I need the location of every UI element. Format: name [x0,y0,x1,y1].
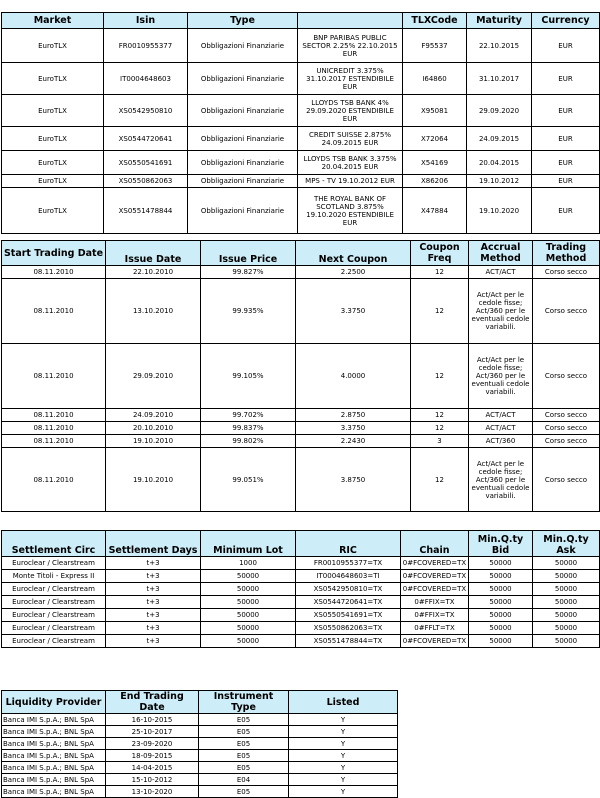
table-cell: 50000 [201,622,296,635]
table-cell: 2.2430 [296,435,411,448]
table-cell: ACT/ACT [469,266,533,279]
table-cell: E05 [199,786,289,798]
table-cell: X54169 [403,151,467,175]
table-cell: 12 [411,279,469,344]
table-cell: EUR [532,29,600,63]
table-cell: EuroTLX [2,127,104,151]
header-cell: Listed [289,691,398,714]
table-cell: 29.09.2010 [106,344,201,409]
header-row [2,241,600,266]
table-row [2,557,600,570]
header-cell: Settlement Circ [2,531,106,557]
table-cell: 24.09.2015 [467,127,532,151]
table-cell: 22.10.2010 [106,266,201,279]
header-cell: Trading Method [533,241,600,266]
table-cell: Banca IMI S.p.A.; BNL SpA [2,738,106,750]
header-cell: Min.Q.ty Bid [469,531,533,557]
table-cell: 99.935% [201,279,296,344]
header-cell: End Trading Date [106,691,199,714]
table-cell: 12 [411,344,469,409]
table-cell: I64860 [403,63,467,95]
table-cell: CREDIT SUISSE 2.875% 24.09.2015 EUR [298,127,403,151]
instruments-table [1,12,600,234]
header-row [2,531,600,557]
table-cell: 08.11.2010 [2,266,106,279]
table-cell: Obbligazioni Finanziarie [188,188,298,234]
table-cell: 50000 [533,557,600,570]
table-cell: Euroclear / Clearstream [2,557,106,570]
table-cell: 19.10.2010 [106,435,201,448]
header-cell [298,13,403,29]
header-cell: Minimum Lot [201,531,296,557]
table-cell: 0#FFIX=TX [401,609,469,622]
table-cell: XS0551478844 [104,188,188,234]
table-cell: Euroclear / Clearstream [2,596,106,609]
table-cell: 50000 [469,570,533,583]
table-cell: 0#FCOVERED=TX [401,583,469,596]
table-cell: 20.10.2010 [106,422,201,435]
header-cell: Start Trading Date [2,241,106,266]
table-cell: 19.10.2020 [467,188,532,234]
table-cell: Obbligazioni Finanziarie [188,29,298,63]
table-cell: 12 [411,448,469,512]
header-cell: Accrual Method [469,241,533,266]
table-cell: 08.11.2010 [2,279,106,344]
table-cell: Act/Act per le cedole fisse; Act/360 per le eventuali cedole variabili. [469,344,533,409]
table-cell: t+3 [106,609,201,622]
table-cell: 19.10.2010 [106,448,201,512]
table-row [2,448,600,512]
table-row [2,635,600,648]
table-row [2,409,600,422]
table-row [2,127,600,151]
table-cell: 20.04.2015 [467,151,532,175]
header-cell: Issue Date [106,241,201,266]
table-cell: 08.11.2010 [2,435,106,448]
table-cell: XS0550862063 [104,175,188,188]
table-cell: ACT/ACT [469,422,533,435]
header-cell: Coupon Freq [411,241,469,266]
table-row [2,786,398,798]
table-cell: 18-09-2015 [106,750,199,762]
table-row [2,29,600,63]
table-cell: 08.11.2010 [2,409,106,422]
table-cell: Corso secco [533,279,600,344]
table-cell: EUR [532,188,600,234]
table-cell: 08.11.2010 [2,448,106,512]
table-cell: E05 [199,726,289,738]
table-cell: t+3 [106,596,201,609]
table-cell: EUR [532,95,600,127]
trading-table [1,240,600,512]
table-cell: IT0004648603=TI [296,570,401,583]
table-cell: Monte Titoli - Express II [2,570,106,583]
table-cell: XS0550541691 [104,151,188,175]
table-cell: EuroTLX [2,175,104,188]
table-cell: 50000 [201,596,296,609]
table-cell: 99.827% [201,266,296,279]
table-cell: 08.11.2010 [2,344,106,409]
header-cell: Liquidity Provider [2,691,106,714]
table-row [2,266,600,279]
table-cell: 50000 [469,622,533,635]
table-cell: 50000 [533,596,600,609]
table-cell: 3.3750 [296,422,411,435]
header-cell: Maturity [467,13,532,29]
table-row [2,570,600,583]
table-cell: Euroclear / Clearstream [2,622,106,635]
header-cell: Currency [532,13,600,29]
table-cell: t+3 [106,622,201,635]
table-cell: EUR [532,175,600,188]
table-cell: E04 [199,774,289,786]
table-cell: 50000 [533,635,600,648]
table-cell: 12 [411,409,469,422]
table-cell: XS0544720641=TX [296,596,401,609]
table-cell: Y [289,774,398,786]
header-cell: Issue Price [201,241,296,266]
table-row [2,151,600,175]
table-cell: IT0004648603 [104,63,188,95]
table-cell: Banca IMI S.p.A.; BNL SpA [2,714,106,726]
header-cell: Market [2,13,104,29]
table-cell: E05 [199,750,289,762]
table-cell: 12 [411,422,469,435]
table-cell: UNICREDIT 3.375% 31.10.2017 ESTENDIBILE EUR [298,63,403,95]
table-cell: 15-10-2012 [106,774,199,786]
table-cell: Obbligazioni Finanziarie [188,95,298,127]
table-cell: t+3 [106,557,201,570]
table-cell: Obbligazioni Finanziarie [188,175,298,188]
table-cell: 50000 [201,609,296,622]
table-cell: Banca IMI S.p.A.; BNL SpA [2,726,106,738]
table-cell: Corso secco [533,266,600,279]
header-row [2,13,600,29]
table-cell: Y [289,762,398,774]
table-cell: Corso secco [533,422,600,435]
table-row [2,583,600,596]
table-cell: Y [289,750,398,762]
table-cell: Obbligazioni Finanziarie [188,127,298,151]
header-cell: Min.Q.ty Ask [533,531,600,557]
table-cell: 19.10.2012 [467,175,532,188]
table-cell: 50000 [201,570,296,583]
table-cell: Corso secco [533,435,600,448]
header-cell: Next Coupon [296,241,411,266]
table-cell: E05 [199,762,289,774]
table-cell: 1000 [201,557,296,570]
table-cell: 23-09-2020 [106,738,199,750]
table-cell: EuroTLX [2,95,104,127]
table-cell: Y [289,786,398,798]
table-row [2,344,600,409]
table-cell: t+3 [106,570,201,583]
table-cell: BNP PARIBAS PUBLIC SECTOR 2.25% 22.10.2015 EUR [298,29,403,63]
table-cell: t+3 [106,583,201,596]
table-row [2,714,398,726]
table-cell: 14-04-2015 [106,762,199,774]
table-cell: 3 [411,435,469,448]
table-cell: Banca IMI S.p.A.; BNL SpA [2,786,106,798]
table-cell: 29.09.2020 [467,95,532,127]
table-row [2,188,600,234]
table-cell: 50000 [201,583,296,596]
table-cell: EuroTLX [2,63,104,95]
table-cell: 13.10.2010 [106,279,201,344]
table-row [2,762,398,774]
table-cell: 50000 [469,583,533,596]
table-cell: X95081 [403,95,467,127]
table-cell: E05 [199,738,289,750]
table-cell: XS0542950810 [104,95,188,127]
table-cell: F95537 [403,29,467,63]
table-cell: XS0550862063=TX [296,622,401,635]
table-cell: EUR [532,151,600,175]
table-cell: Euroclear / Clearstream [2,635,106,648]
table-cell: 24.09.2010 [106,409,201,422]
table-cell: 99.051% [201,448,296,512]
table-cell: 25-10-2017 [106,726,199,738]
table-row [2,774,398,786]
table-cell: 13-10-2020 [106,786,199,798]
table-cell: EUR [532,63,600,95]
table-cell: Banca IMI S.p.A.; BNL SpA [2,762,106,774]
table-row [2,435,600,448]
table-cell: X72064 [403,127,467,151]
table-cell: ACT/360 [469,435,533,448]
table-cell: EuroTLX [2,188,104,234]
table-cell: 50000 [533,570,600,583]
table-cell: Y [289,714,398,726]
table-cell: 4.0000 [296,344,411,409]
table-cell: Act/Act per le cedole fisse; Act/360 per le eventuali cedole variabili. [469,448,533,512]
table-cell: FR0010955377=TX [296,557,401,570]
table-cell: 99.802% [201,435,296,448]
table-cell: XS0542950810=TX [296,583,401,596]
table-cell: Euroclear / Clearstream [2,609,106,622]
table-cell: 0#FCOVERED=TX [401,570,469,583]
table-cell: Corso secco [533,344,600,409]
table-row [2,726,398,738]
table-cell: Y [289,738,398,750]
table-cell: Corso secco [533,409,600,422]
table-cell: 08.11.2010 [2,422,106,435]
table-cell: 0#FCOVERED=TX [401,557,469,570]
table-cell: 50000 [469,635,533,648]
table-row [2,279,600,344]
table-cell: Obbligazioni Finanziarie [188,151,298,175]
table-cell: 50000 [469,557,533,570]
header-cell: RIC [296,531,401,557]
table-cell: 50000 [469,596,533,609]
table-cell: 99.702% [201,409,296,422]
table-cell: Banca IMI S.p.A.; BNL SpA [2,750,106,762]
table-cell: Act/Act per le cedole fisse; Act/360 per le eventuali cedole variabili. [469,279,533,344]
table-row [2,63,600,95]
table-cell: E05 [199,714,289,726]
table-cell: Corso secco [533,448,600,512]
table-cell: 3.3750 [296,279,411,344]
table-cell: EUR [532,127,600,151]
table-cell: 50000 [533,583,600,596]
table-cell: Euroclear / Clearstream [2,583,106,596]
header-cell: Instrument Type [199,691,289,714]
table-cell: X86206 [403,175,467,188]
liquidity-table [1,690,398,798]
table-row [2,596,600,609]
table-cell: Obbligazioni Finanziarie [188,63,298,95]
table-cell: 3.8750 [296,448,411,512]
table-cell: Y [289,726,398,738]
table-row [2,738,398,750]
table-cell: ACT/ACT [469,409,533,422]
table-cell: 50000 [533,622,600,635]
table-cell: 0#FCOVERED=TX [401,635,469,648]
table-row [2,750,398,762]
table-cell: 2.8750 [296,409,411,422]
table-cell: XS0551478844=TX [296,635,401,648]
table-row [2,95,600,127]
table-cell: EuroTLX [2,151,104,175]
table-cell: 50000 [533,609,600,622]
table-cell: 99.837% [201,422,296,435]
header-cell: Settlement Days [106,531,201,557]
table-cell: EuroTLX [2,29,104,63]
table-cell: 0#FFIX=TX [401,596,469,609]
table-cell: 12 [411,266,469,279]
table-row [2,175,600,188]
table-row [2,422,600,435]
table-cell: 99.105% [201,344,296,409]
table-row [2,622,600,635]
header-cell: Chain [401,531,469,557]
header-row [2,691,398,714]
table-cell: MPS - TV 19.10.2012 EUR [298,175,403,188]
table-cell: t+3 [106,635,201,648]
table-cell: 50000 [201,635,296,648]
table-cell: Banca IMI S.p.A.; BNL SpA [2,774,106,786]
table-cell: X47884 [403,188,467,234]
table-cell: LLOYDS TSB BANK 3.375% 20.04.2015 EUR [298,151,403,175]
header-cell: Type [188,13,298,29]
table-cell: LLOYDS TSB BANK 4% 29.09.2020 ESTENDIBILE EUR [298,95,403,127]
header-cell: TLXCode [403,13,467,29]
table-cell: 2.2500 [296,266,411,279]
table-cell: XS0550541691=TX [296,609,401,622]
table-cell: THE ROYAL BANK OF SCOTLAND 3.875% 19.10.2020 ESTENDIBILE EUR [298,188,403,234]
table-cell: 22.10.2015 [467,29,532,63]
table-cell: 31.10.2017 [467,63,532,95]
header-cell: Isin [104,13,188,29]
table-cell: 16-10-2015 [106,714,199,726]
table-cell: 0#FFLT=TX [401,622,469,635]
table-cell: XS0544720641 [104,127,188,151]
table-cell: 50000 [469,609,533,622]
settlement-table [1,530,600,648]
table-cell: FR0010955377 [104,29,188,63]
table-row [2,609,600,622]
